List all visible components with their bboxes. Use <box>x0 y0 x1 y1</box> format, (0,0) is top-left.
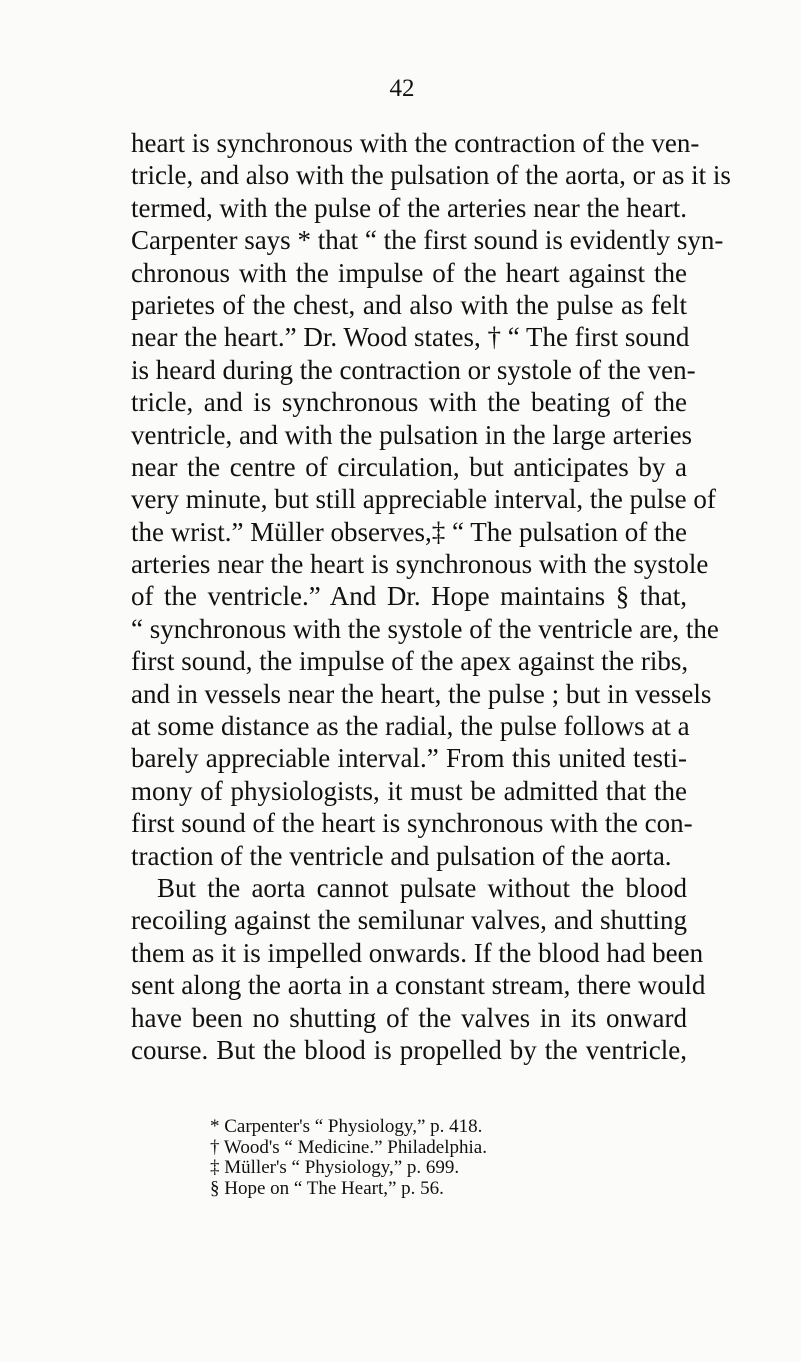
text-line: sent along the aorta in a constant stream, there would <box>131 970 706 1001</box>
text-line: heart is synchronous with the contraction of the ven- <box>131 128 700 158</box>
text-line: have been no shutting of the valves in its onward <box>131 1002 687 1033</box>
text-line: of the ventricle.” And Dr. Hope maintains § that, <box>131 581 687 612</box>
text-line: them as it is impelled onwards. If the blood had been <box>131 937 704 968</box>
text-line: ventricle, and with the pulsation in the large arteries <box>131 419 693 450</box>
text-line: termed, with the pulse of the arteries near the heart. <box>131 192 687 223</box>
text-line: first sound of the heart is synchronous with the con- <box>131 808 693 839</box>
text-line: parietes of the chest, and also with the pulse as felt <box>131 289 687 320</box>
text-line: chronous with the impulse of the heart against the <box>131 257 687 288</box>
text-line: first sound, the impulse of the apex against the ribs, <box>131 646 689 677</box>
footnote-muller: ‡ Müller's “ Physiology,” p. 699. <box>210 1157 460 1179</box>
text-line: is heard during the contraction or systole of the ven- <box>131 354 696 385</box>
text-line: at some distance as the radial, the pulse follows at a <box>131 711 690 742</box>
text-line: recoiling against the semilunar valves, and shutting <box>131 905 687 936</box>
page-number: 42 <box>389 75 415 102</box>
text-line: barely appreciable interval.” From this united testi- <box>131 743 687 774</box>
footnote-carpenter: * Carpenter's “ Physiology,” p. 418. <box>210 1116 483 1137</box>
text-line: traction of the ventricle and pulsation of the aorta. <box>131 840 672 871</box>
text-line: very minute, but still appreciable interval, the pulse of <box>131 484 716 515</box>
text-line: tricle, and is synchronous with the beating of the <box>131 387 687 418</box>
footnotes <box>210 1117 710 1199</box>
text-line: “ synchronous with the systole of the ventricle are, the <box>131 613 719 644</box>
paragraph-start-line: But the aorta cannot pulsate without the blood <box>157 872 687 903</box>
text-line: Carpenter says * that “ the first sound is evidently syn- <box>131 225 724 256</box>
text-line: near the heart.” Dr. Wood states, † “ The first sound <box>131 322 690 353</box>
text-line: and in vessels near the heart, the pulse ; but in vessels <box>131 678 712 709</box>
text-line: course. But the blood is propelled by the ventricle, <box>131 1034 687 1065</box>
text-line: arteries near the heart is synchronous with the systole <box>131 549 709 580</box>
footnote-hope: § Hope on “ The Heart,” p. 56. <box>210 1177 444 1199</box>
text-line: tricle, and also with the pulsation of the aorta, or as it is <box>131 160 731 191</box>
text-line: mony of physiologists, it must be admitted that the <box>131 775 687 806</box>
text-line: near the centre of circulation, but anticipates by a <box>131 451 687 482</box>
body-text <box>131 127 731 1066</box>
text-line: the wrist.” Müller observes,‡ “ The pulsation of the <box>131 516 687 547</box>
footnote-wood: † Wood's “ Medicine.” Philadelphia. <box>210 1136 487 1158</box>
